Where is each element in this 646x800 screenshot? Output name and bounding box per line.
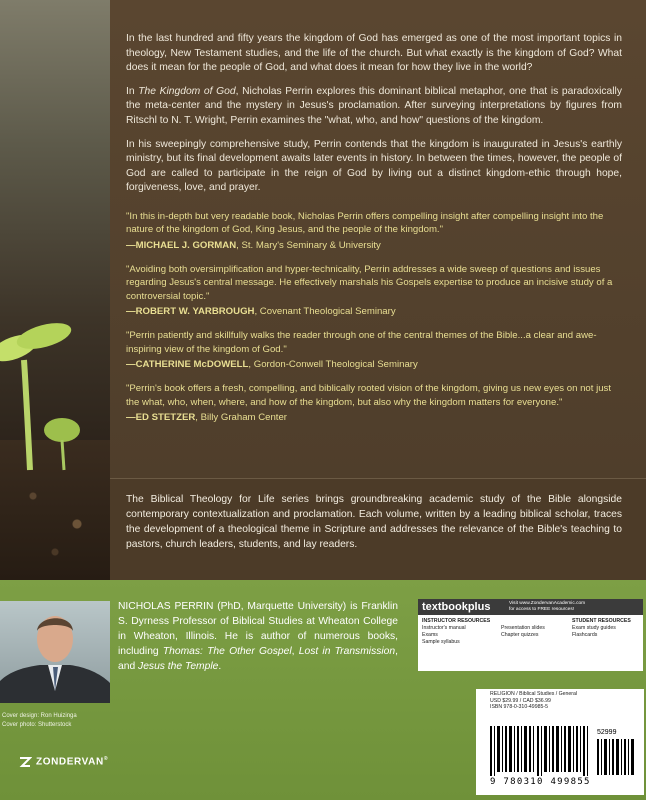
endorsement-attribution: —ED STETZER, Billy Graham Center bbox=[126, 412, 287, 424]
description-paragraph: In The Kingdom of God, Nicholas Perrin explores this dominant biblical metaphor, one that is paradoxically the meta-center and the mystery in Jesus's proclamation. After surveying interpretations by figures from Ritschl to N. T. Wright, Perrin examines the "what, who, and how" questions of the kingdom. bbox=[126, 85, 622, 126]
endorsement-quote: "Perrin's book offers a fresh, compelling, and biblically rooted vision of the kingdom, giving us new eyes on not just the what, who, when, where, and how of the kingdom, but also why the kingdom matters for everyone." bbox=[126, 383, 612, 408]
description-block bbox=[126, 32, 622, 435]
barcode-icon bbox=[490, 726, 595, 776]
instructor-resources-more: Presentation slides Chapter quizzes bbox=[501, 625, 545, 638]
endorsement-attribution: —MICHAEL J. GORMAN, St. Mary's Seminary & University bbox=[126, 239, 381, 251]
endorsement bbox=[126, 329, 622, 371]
barcode-digits: 9 780310 499855 bbox=[490, 777, 591, 787]
endorsement bbox=[126, 382, 622, 424]
author-portrait-icon bbox=[0, 601, 110, 703]
author-bio: NICHOLAS PERRIN (PhD, Marquette University) is Franklin S. Dyrness Professor of Biblical Studies at Wheaton College in Wheaton, Illinois. He is author of numerous books, including Thomas: The Other Gospel, Lost in Transmission, and Jesus the Temple. bbox=[118, 601, 398, 672]
seedling-photo bbox=[0, 0, 110, 580]
seedling-icon bbox=[0, 0, 110, 580]
endorsement-quote: "Avoiding both oversimplification and hyper-technicality, Perrin addresses a wide sweep of questions and issues regarding Jesus's central message. He effectively marshals his Gospels expertise to produce an incisive study of a controversial topic." bbox=[126, 263, 613, 302]
barcode-meta: RELIGION / Biblical Studies / General USD $29.99 / CAD $36.99 ISBN 978-0-310-49985-5 bbox=[490, 691, 578, 711]
endorsement bbox=[126, 263, 622, 319]
endorsement-quote: "In this in-depth but very readable book, Nicholas Perrin offers compelling insight after compelling insight into the nature of the kingdom of God, King Jesus, and the people of the kingdom." bbox=[126, 210, 604, 236]
description-paragraph: In his sweepingly comprehensive study, Perrin contends that the kingdom is inaugurated in Jesus's earthly ministry, but its final development awaits later events in history. In between the times, however, the people of God are called to participate in the reign of God by living out a distinct kingdom-ethic through hope, forgiveness, love, and prayer. bbox=[126, 138, 622, 194]
price-barcode-icon bbox=[597, 739, 637, 775]
textbookplus-visit: Visit www.ZondervanAcademic.com for access to FREE resources! bbox=[509, 601, 586, 612]
student-resources: STUDENT RESOURCES Exam study guides Flashcards bbox=[572, 618, 631, 638]
zondervan-icon bbox=[18, 755, 32, 769]
publisher-logo: ZONDERVAN® bbox=[18, 755, 108, 769]
textbookplus-box bbox=[418, 599, 643, 671]
author-photo bbox=[0, 601, 110, 703]
barcode-price-code: 52999 bbox=[597, 729, 617, 736]
endorsement-quote: "Perrin patiently and skillfully walks the reader through one of the central themes of the Bible...a clear and awe-inspiring view of the kingdom of God." bbox=[126, 330, 597, 355]
description-paragraph: In the last hundred and fifty years the kingdom of God has emerged as one of the most important topics in theology, New Testament studies, and the life of the church. But what exactly is the kingdom of God? What does it mean for the people of God, and what does it mean for how they live in the world? bbox=[126, 33, 622, 74]
endorsement-attribution: —ROBERT W. YARBROUGH, Covenant Theological Seminary bbox=[126, 306, 396, 318]
instructor-resources: INSTRUCTOR RESOURCES Instructor's manual Exams Sample syllabus bbox=[422, 618, 491, 645]
endorsement bbox=[126, 210, 622, 252]
series-description: The Biblical Theology for Life series brings groundbreaking academic study of the Bible alongside contemporary contextualization and proclamation. Each volume, written by a leading biblical scholar, traces the development of a theological theme in Scripture and addresses the relevance of the Bible's teaching to pastors, church leaders, students, and lay readers. bbox=[126, 494, 622, 550]
endorsement-attribution: —CATHERINE McDOWELL, Gordon-Conwell Theological Seminary bbox=[126, 359, 418, 371]
textbookplus-logo: textbookplus bbox=[422, 601, 491, 613]
cover-credits: Cover design: Ron Huizinga Cover photo: Shutterstock bbox=[2, 713, 77, 728]
barcode-box bbox=[476, 689, 644, 795]
